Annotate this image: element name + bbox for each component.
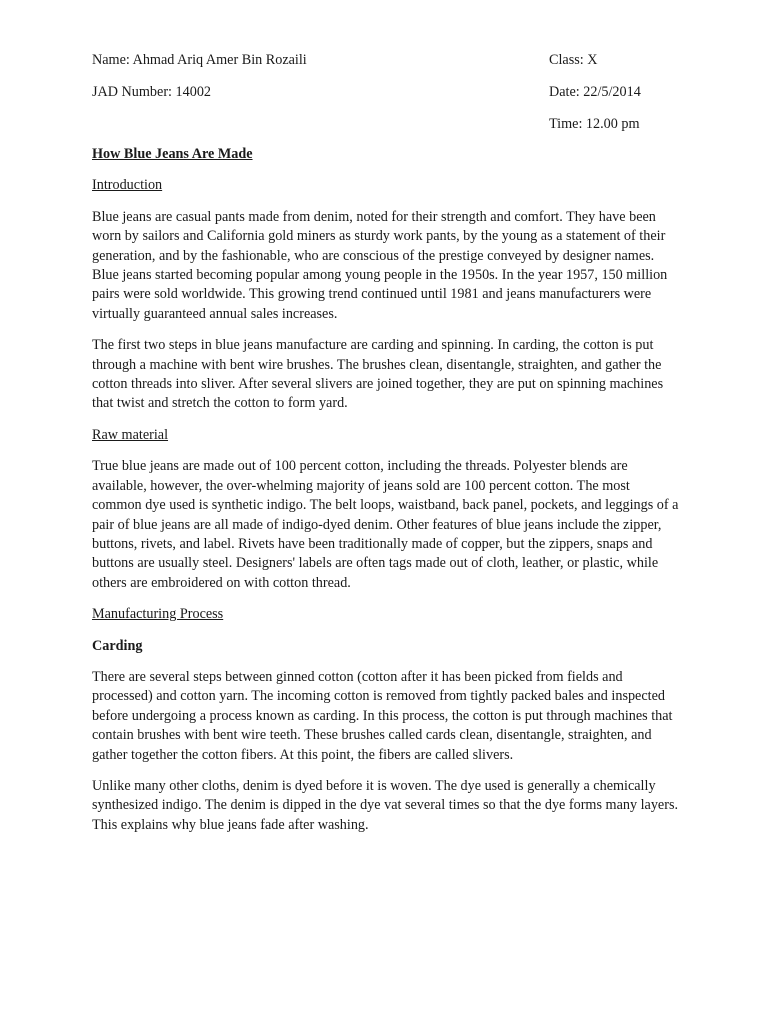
date-label: Date: 22/5/2014 — [549, 84, 641, 100]
introduction-heading: Introduction — [92, 177, 163, 194]
carding-subheading: Carding — [92, 637, 143, 654]
raw-material-paragraph-1: True blue jeans are made out of 100 percent cotton, including the threads. Polyester blends are available, however, the over-whelming majority of jeans sold are 100 percent cotton. The most common dye used is synthetic indigo. The belt loops, waistband, back panel, pockets, and leggings of a pair of blue jeans are all made of indigo-dyed denim. Other features of blue jeans include the zipper, buttons, rivets, and label. Rivets have been traditionally made of copper, but the zippers, snaps and buttons are usually steel. Designers' labels are often tags made out of cloth, leather, or plastic, while others are embroidered on with cotton thread. — [92, 458, 679, 591]
header-row-1 — [92, 51, 708, 70]
jad-number: JAD Number: 14002 — [92, 84, 212, 100]
carding-paragraph-2: Unlike many other cloths, denim is dyed before it is woven. The dye used is generally a chemically synthesized indigo. The denim is dipped in the dye vat several times so that the dye forms many layers. This explains why blue jeans fade after washing. — [92, 777, 679, 833]
carding-paragraph-1: There are several steps between ginned cotton (cotton after it has been picked from fields and processed) and cotton yarn. The incoming cotton is removed from tightly packed bales and inspected before undergoing a process known as carding. In this process, the cotton is put through machines that contain brushes with bent wire teeth. These brushes called cards clean, disentangle, straighten, and gather together the cotton fibers. At this point, the fibers are called slivers. — [92, 668, 673, 763]
header-info — [92, 51, 708, 147]
introduction-paragraph-1: Blue jeans are casual pants made from denim, noted for their strength and comfort. They have been worn by sailors and California gold miners as sturdy work pants, by the young as a statement of their generation, and by the fashionable, who are conscious of the prestige conveyed by designer names. Blue jeans started becoming popular among young people in the 1950s. In the year 1957, 150 million pairs were sold worldwide. This growing trend continued until 1981 and jeans manufacturers were virtually guaranteed annual sales increases. — [92, 208, 668, 322]
manufacturing-heading: Manufacturing Process — [92, 606, 224, 623]
header-row-3 — [92, 115, 708, 134]
raw-material-heading: Raw material — [92, 426, 169, 443]
class-label: Class: X — [549, 52, 598, 68]
introduction-paragraph-2: The first two steps in blue jeans manufacture are carding and spinning. In carding, the cotton is put through a machine with bent wire brushes. The brushes clean, disentangle, straighten, and gather the cotton threads into sliver. After several slivers are joined together, they are put on spinning machines that twist and stretch the cotton to form yard. — [92, 337, 664, 412]
time-label: Time: 12.00 pm — [549, 116, 640, 132]
document-body — [92, 145, 680, 847]
student-name: Name: Ahmad Ariq Amer Bin Rozaili — [92, 52, 307, 68]
header-row-2 — [92, 83, 708, 102]
document-title: How Blue Jeans Are Made — [92, 146, 253, 162]
